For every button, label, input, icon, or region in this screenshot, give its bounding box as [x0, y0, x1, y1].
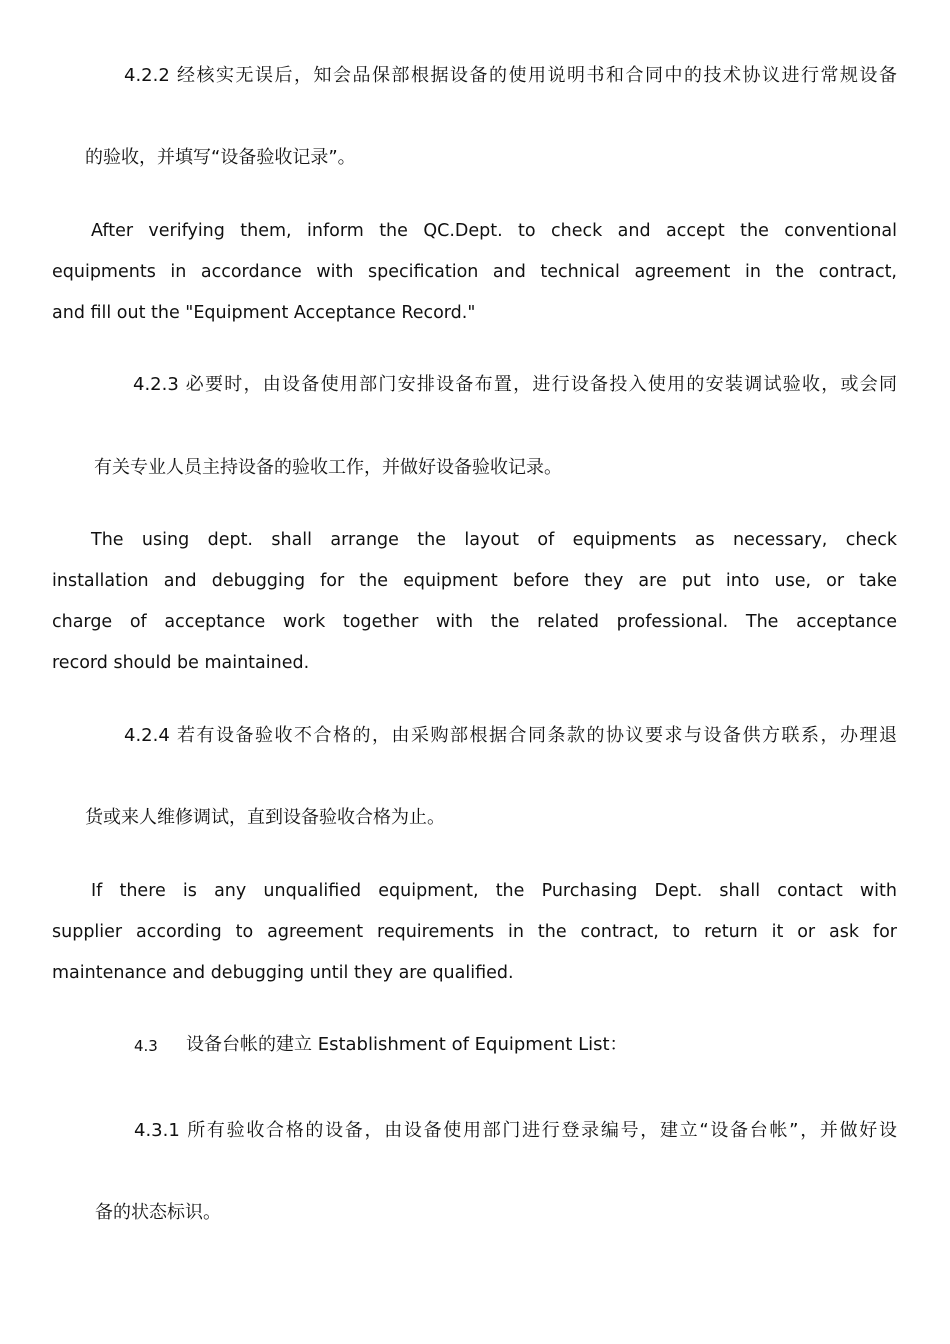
section-4-2-3-cn-line-1: 4.2.3 必要时，由设备使用部门安排设备布置，进行设备投入使用的安装调试验收，或会同 [133, 374, 897, 395]
section-4-3-1-cn-line-2: 备的状态标识。 [95, 1202, 221, 1223]
section-4-2-3-en-line-3: charge of acceptance work together with the related professional. The acceptance [52, 612, 897, 632]
section-4-3-number: 4.3 [134, 1037, 158, 1055]
section-4-2-2-cn-line-1: 4.2.2 经核实无误后，知会品保部根据设备的使用说明书和合同中的技术协议进行常规设备 [124, 65, 897, 86]
section-4-2-3-en-line-4: record should be maintained. [52, 653, 310, 673]
section-4-2-2-cn-line-2: 的验收，并填写“设备验收记录”。 [85, 147, 356, 168]
section-4-3-heading: 设备台帐的建立 Establishment of Equipment List： [186, 1034, 628, 1055]
section-4-2-3-en-line-2: installation and debugging for the equipment before they are put into use, or take [52, 571, 897, 591]
section-4-2-2-en-line-1: After verifying them, inform the QC.Dept. to check and accept the conventional [91, 221, 897, 241]
section-4-2-3-cn-line-2: 有关专业人员主持设备的验收工作，并做好设备验收记录。 [94, 457, 562, 478]
section-4-2-4-cn-line-2: 货或来人维修调试，直到设备验收合格为止。 [85, 807, 445, 828]
section-4-3-1-cn-line-1: 4.3.1 所有验收合格的设备，由设备使用部门进行登录编号，建立“设备台帐”，并做好设 [134, 1120, 897, 1141]
section-4-2-3-en-line-1: The using dept. shall arrange the layout of equipments as necessary, check [91, 530, 897, 550]
section-4-2-4-en-line-3: maintenance and debugging until they are qualified. [52, 963, 514, 983]
section-4-2-4-cn-line-1: 4.2.4 若有设备验收不合格的，由采购部根据合同条款的协议要求与设备供方联系，办理退 [124, 725, 897, 746]
section-4-2-2-en-line-3: and fill out the "Equipment Acceptance Record." [52, 303, 476, 323]
section-4-2-4-en-line-1: If there is any unqualified equipment, the Purchasing Dept. shall contact with [91, 881, 897, 901]
section-4-2-2-en-line-2: equipments in accordance with specification and technical agreement in the contract, [52, 262, 897, 282]
section-4-2-4-en-line-2: supplier according to agreement requirements in the contract, to return it or ask for [52, 922, 897, 942]
